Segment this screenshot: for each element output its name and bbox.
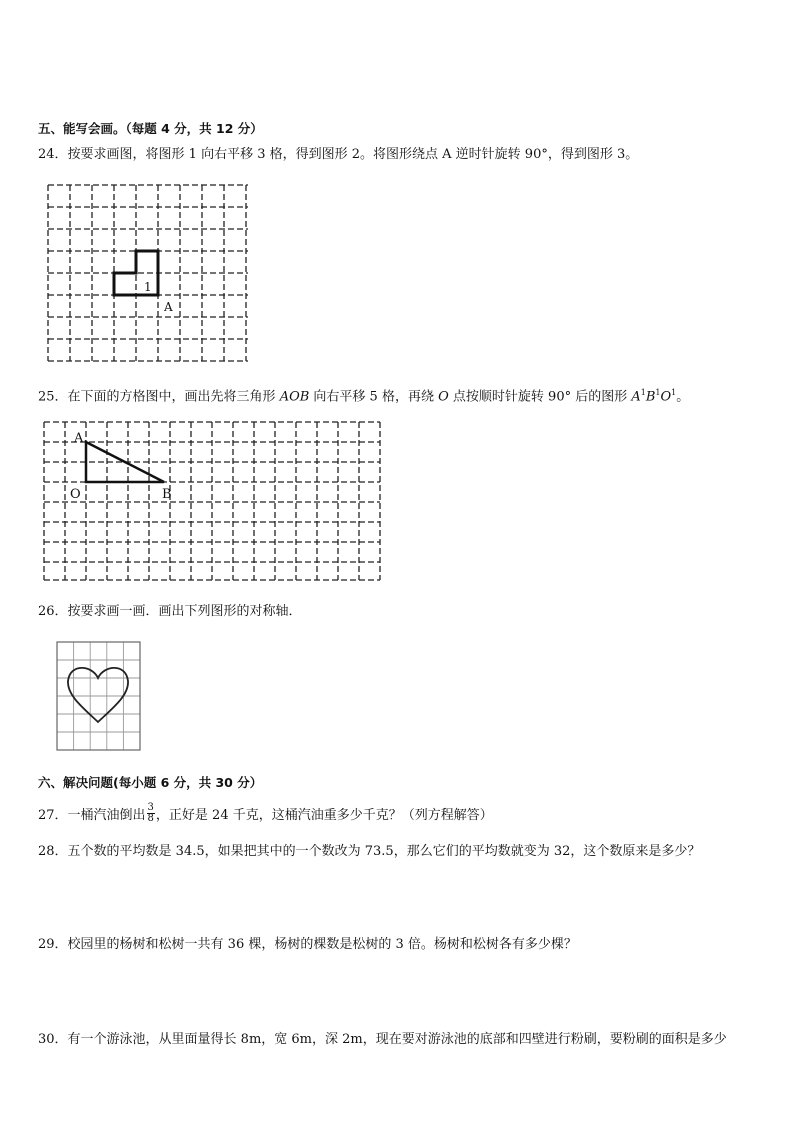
point-a-label: A [164,300,173,314]
triangle-label-a: A [74,431,84,446]
shape-1-label: 1 [144,280,152,294]
heart-grid-figure [56,641,144,753]
triangle-label-b: B [162,487,172,502]
grid-figure-q25 [42,420,382,584]
triangle-label-o: O [70,487,81,502]
question-26-text: 26．按要求画一画．画出下列图形的对称轴． [38,604,302,619]
question-28-text: 28．五个数的平均数是 34.5，如果把其中的一个数改为 73.5，那么它们的平均数就变为 32，这个数原来是多少？ [38,844,701,859]
fraction-3-8: $\frac{3}{8}$ [147,802,154,824]
grid-figure-q24 [46,183,250,365]
question-25-text: 25．在下面的方格图中，画出先将三角形 AOB 向右平移 5 格，再绕 O 点按顺时针旋转 90° 后的图形 $A^1B^1O^1$。 [38,388,690,405]
question-29-text: 29．校园里的杨树和松树一共有 36 棵，杨树的棵数是松树的 3 倍。杨树和松树各有多少棵？ [38,937,577,952]
section-5-title: 五、能写会画。（每题 4 分，共 12 分） [38,121,263,136]
question-24-text: 24．按要求画图，将图形 1 向右平移 3 格，得到图形 2。将图形绕点 A 逆时针旋转 90°，得到图形 3。 [38,147,639,162]
section-6-title: 六、解决问题(每小题 6 分，共 30 分） [38,775,263,790]
question-30-text: 30．有一个游泳池，从里面量得长 8m，宽 6m，深 2m，现在要对游泳池的底部和四壁进行粉刷，要粉刷的面积是多少 [38,1032,727,1047]
question-27-text: 27．一桶汽油倒出 $\frac{3}{8}$ ，正好是 24 千克，这桶汽油重多少千克？（列方程解答） [38,802,493,824]
